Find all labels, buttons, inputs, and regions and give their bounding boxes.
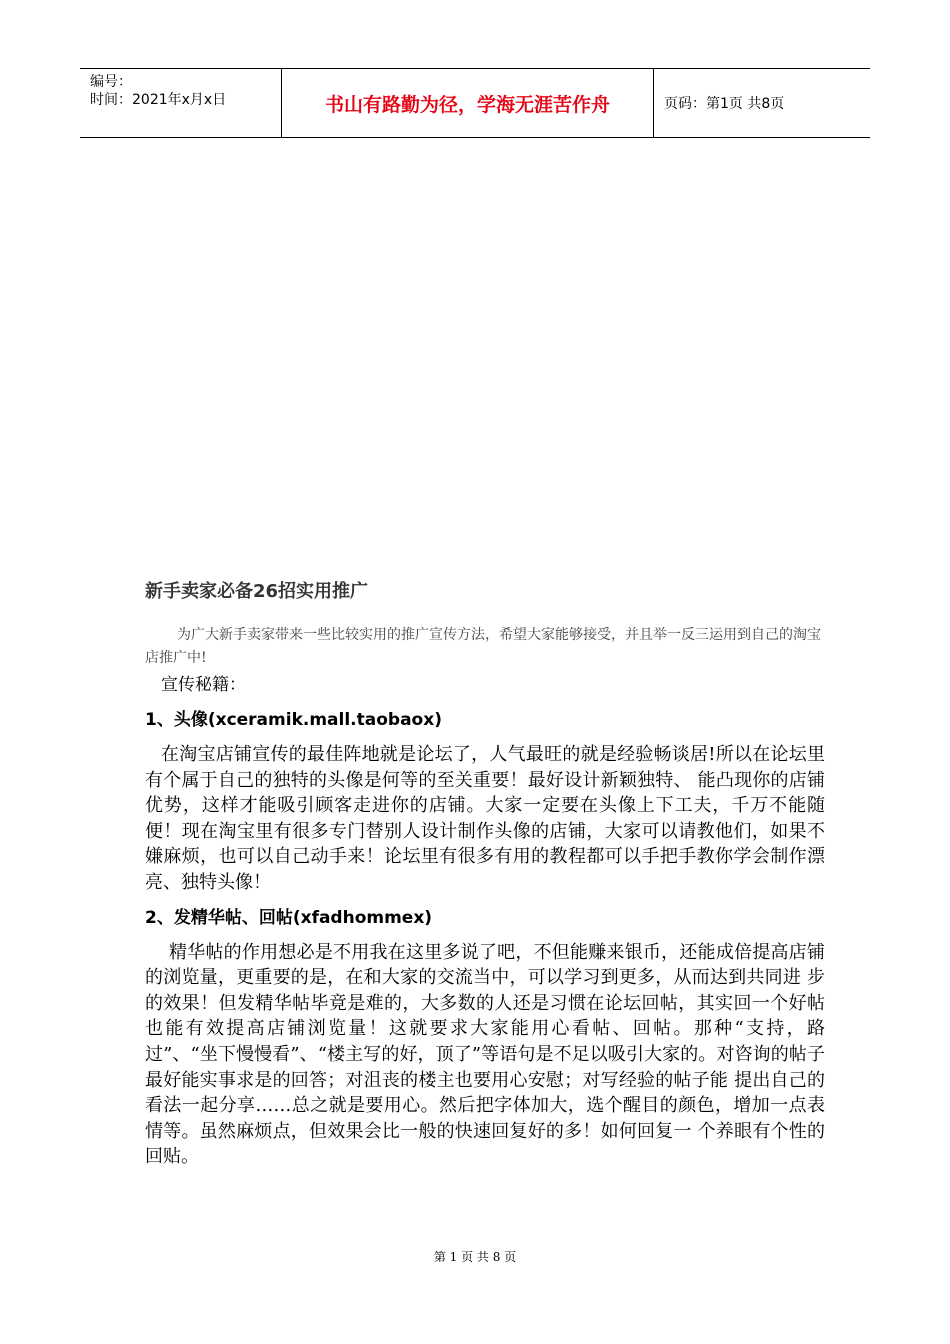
section-title-2: 2、发精华帖、回帖(xfadhommex)	[145, 907, 433, 928]
document-body	[145, 578, 825, 1178]
header-motto: 书山有路勤为径，学海无涯苦作舟	[324, 93, 610, 116]
header-number-label: 编号：	[90, 74, 132, 90]
header-date-label: 时间：2021年x月x日	[90, 92, 227, 108]
section-title-1: 1、头像(xceramik.mall.taobaox)	[145, 710, 442, 730]
header-page-label: 页码：第1页 共8页	[664, 96, 785, 112]
document-title: 新手卖家必备26招实用推广	[145, 581, 369, 602]
intro-paragraph: 为广大新手卖家带来一些比较实用的推广宣传方法，希望大家能够接受，并且举一反三运用到自己的淘宝店推广中!	[145, 627, 821, 666]
page-header	[80, 68, 870, 138]
page-footer: 第 1 页 共 8 页	[433, 1250, 517, 1264]
subheading: 宣传秘籍：	[161, 675, 246, 695]
section-body-2: 精华帖的作用想必是不用我在这里多说了吧，不但能赚来银币，还能成倍提高店铺的浏览量，更重要的是，在和大家的交流当中，可以学习到更多，从而达到共同进 步的效果！但发精华帖毕竟是难的，大多数的人还是习惯在论坛回帖，其实回一个好帖也能有效提高店铺浏览量！这就要求大家能用心看帖、回帖。那种“支持，路 过”、“坐下慢慢看”、“楼主写的好，顶了”等语句是不足以吸引大家的。对咨询的帖子最好能实事求是的回答；对沮丧的楼主也要用心安慰；对写经验的帖子能 提出自己的看法一起分享……总之就是要用心。然后把字体加大，选个醒目的颜色，增加一点表情等。虽然麻烦点，但效果会比一般的快速回复好的多！如何回复一 个养眼有个性的回贴。	[145, 941, 825, 1168]
header-page-cell	[654, 69, 870, 137]
header-meta	[80, 69, 282, 137]
section-body-1: 在淘宝店铺宣传的最佳阵地就是论坛了，人气最旺的就是经验畅谈居!所以在论坛里有个属于自己的独特的头像是何等的至关重要！最好设计新颖独特、 能凸现你的店铺优势，这样才能吸引顾客走进你的店铺。大家一定要在头像上下工夫，千万不能随便！现在淘宝里有很多专门替别人设计制作头像的店铺，大家可以请教他们，如果不嫌麻烦，也可以自己动手来！论坛里有很多有用的教程都可以手把手教你学会制作漂亮、独特头像！	[145, 744, 825, 893]
header-motto-cell	[282, 69, 654, 137]
